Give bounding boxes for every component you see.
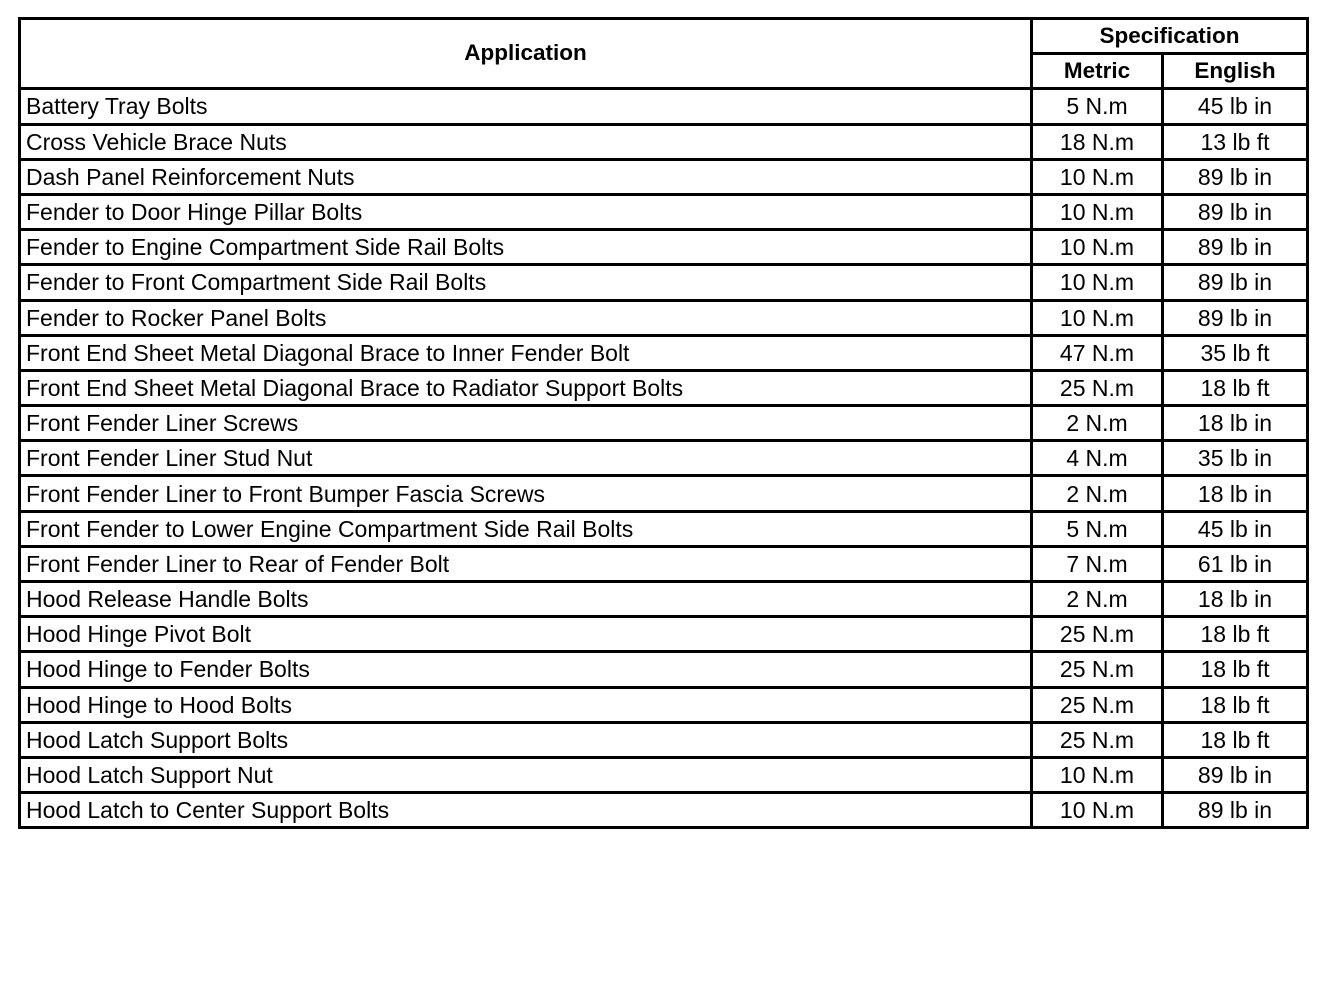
application-cell: Hood Hinge Pivot Bolt (20, 617, 1032, 652)
table-row (20, 335, 1308, 370)
table-row (20, 194, 1308, 229)
metric-value-cell: 25 N.m (1032, 370, 1163, 405)
english-value-cell: 89 lb in (1163, 194, 1308, 229)
table-row (20, 89, 1308, 124)
application-cell: Battery Tray Bolts (20, 89, 1032, 124)
application-cell: Fender to Door Hinge Pillar Bolts (20, 194, 1032, 229)
specification-column-header: Specification (1032, 19, 1308, 54)
application-cell: Front Fender Liner to Front Bumper Fascia Screws (20, 476, 1032, 511)
english-value-cell: 89 lb in (1163, 230, 1308, 265)
english-value-cell: 89 lb in (1163, 265, 1308, 300)
table-row (20, 265, 1308, 300)
english-value-cell: 35 lb ft (1163, 335, 1308, 370)
application-cell: Front End Sheet Metal Diagonal Brace to Inner Fender Bolt (20, 335, 1032, 370)
table-row (20, 722, 1308, 757)
metric-value-cell: 2 N.m (1032, 582, 1163, 617)
application-cell: Fender to Engine Compartment Side Rail Bolts (20, 230, 1032, 265)
application-cell: Cross Vehicle Brace Nuts (20, 124, 1032, 159)
application-cell: Fender to Rocker Panel Bolts (20, 300, 1032, 335)
application-cell: Front Fender Liner Stud Nut (20, 441, 1032, 476)
application-cell: Front End Sheet Metal Diagonal Brace to Radiator Support Bolts (20, 370, 1032, 405)
table-row (20, 511, 1308, 546)
table-row (20, 159, 1308, 194)
english-value-cell: 18 lb ft (1163, 687, 1308, 722)
application-cell: Front Fender Liner Screws (20, 406, 1032, 441)
metric-value-cell: 10 N.m (1032, 757, 1163, 792)
application-cell: Hood Hinge to Fender Bolts (20, 652, 1032, 687)
english-value-cell: 89 lb in (1163, 793, 1308, 828)
english-value-cell: 18 lb ft (1163, 617, 1308, 652)
table-row (20, 124, 1308, 159)
english-value-cell: 18 lb ft (1163, 370, 1308, 405)
table-row (20, 230, 1308, 265)
metric-value-cell: 5 N.m (1032, 89, 1163, 124)
application-cell: Hood Hinge to Hood Bolts (20, 687, 1032, 722)
header-row-top (20, 19, 1308, 54)
application-cell: Front Fender to Lower Engine Compartment Side Rail Bolts (20, 511, 1032, 546)
english-value-cell: 18 lb in (1163, 476, 1308, 511)
metric-value-cell: 25 N.m (1032, 652, 1163, 687)
table-row (20, 546, 1308, 581)
metric-value-cell: 25 N.m (1032, 722, 1163, 757)
english-value-cell: 18 lb ft (1163, 652, 1308, 687)
english-value-cell: 18 lb ft (1163, 722, 1308, 757)
metric-value-cell: 5 N.m (1032, 511, 1163, 546)
metric-value-cell: 10 N.m (1032, 793, 1163, 828)
torque-specification-table (18, 17, 1309, 829)
application-cell: Dash Panel Reinforcement Nuts (20, 159, 1032, 194)
english-value-cell: 61 lb in (1163, 546, 1308, 581)
metric-value-cell: 10 N.m (1032, 230, 1163, 265)
table-row (20, 617, 1308, 652)
metric-value-cell: 7 N.m (1032, 546, 1163, 581)
metric-value-cell: 10 N.m (1032, 159, 1163, 194)
metric-value-cell: 25 N.m (1032, 617, 1163, 652)
metric-value-cell: 10 N.m (1032, 265, 1163, 300)
english-value-cell: 13 lb ft (1163, 124, 1308, 159)
metric-value-cell: 2 N.m (1032, 476, 1163, 511)
table-row (20, 406, 1308, 441)
english-value-cell: 18 lb in (1163, 406, 1308, 441)
english-value-cell: 18 lb in (1163, 582, 1308, 617)
table-row (20, 757, 1308, 792)
application-cell: Hood Latch to Center Support Bolts (20, 793, 1032, 828)
table-row (20, 582, 1308, 617)
table-row (20, 652, 1308, 687)
application-cell: Hood Release Handle Bolts (20, 582, 1032, 617)
table-row (20, 476, 1308, 511)
application-column-header: Application (20, 19, 1032, 89)
english-value-cell: 89 lb in (1163, 159, 1308, 194)
table-row (20, 687, 1308, 722)
english-value-cell: 45 lb in (1163, 89, 1308, 124)
application-cell: Hood Latch Support Bolts (20, 722, 1032, 757)
table-row (20, 441, 1308, 476)
english-value-cell: 89 lb in (1163, 300, 1308, 335)
metric-value-cell: 25 N.m (1032, 687, 1163, 722)
application-cell: Hood Latch Support Nut (20, 757, 1032, 792)
metric-value-cell: 18 N.m (1032, 124, 1163, 159)
metric-value-cell: 10 N.m (1032, 300, 1163, 335)
table-row (20, 300, 1308, 335)
table-row (20, 370, 1308, 405)
metric-column-header: Metric (1032, 54, 1163, 89)
table-body (20, 89, 1308, 828)
application-cell: Front Fender Liner to Rear of Fender Bolt (20, 546, 1032, 581)
table-row (20, 793, 1308, 828)
metric-value-cell: 10 N.m (1032, 194, 1163, 229)
metric-value-cell: 47 N.m (1032, 335, 1163, 370)
metric-value-cell: 2 N.m (1032, 406, 1163, 441)
english-value-cell: 45 lb in (1163, 511, 1308, 546)
english-value-cell: 35 lb in (1163, 441, 1308, 476)
english-value-cell: 89 lb in (1163, 757, 1308, 792)
metric-value-cell: 4 N.m (1032, 441, 1163, 476)
table-header (20, 19, 1308, 89)
english-column-header: English (1163, 54, 1308, 89)
application-cell: Fender to Front Compartment Side Rail Bolts (20, 265, 1032, 300)
